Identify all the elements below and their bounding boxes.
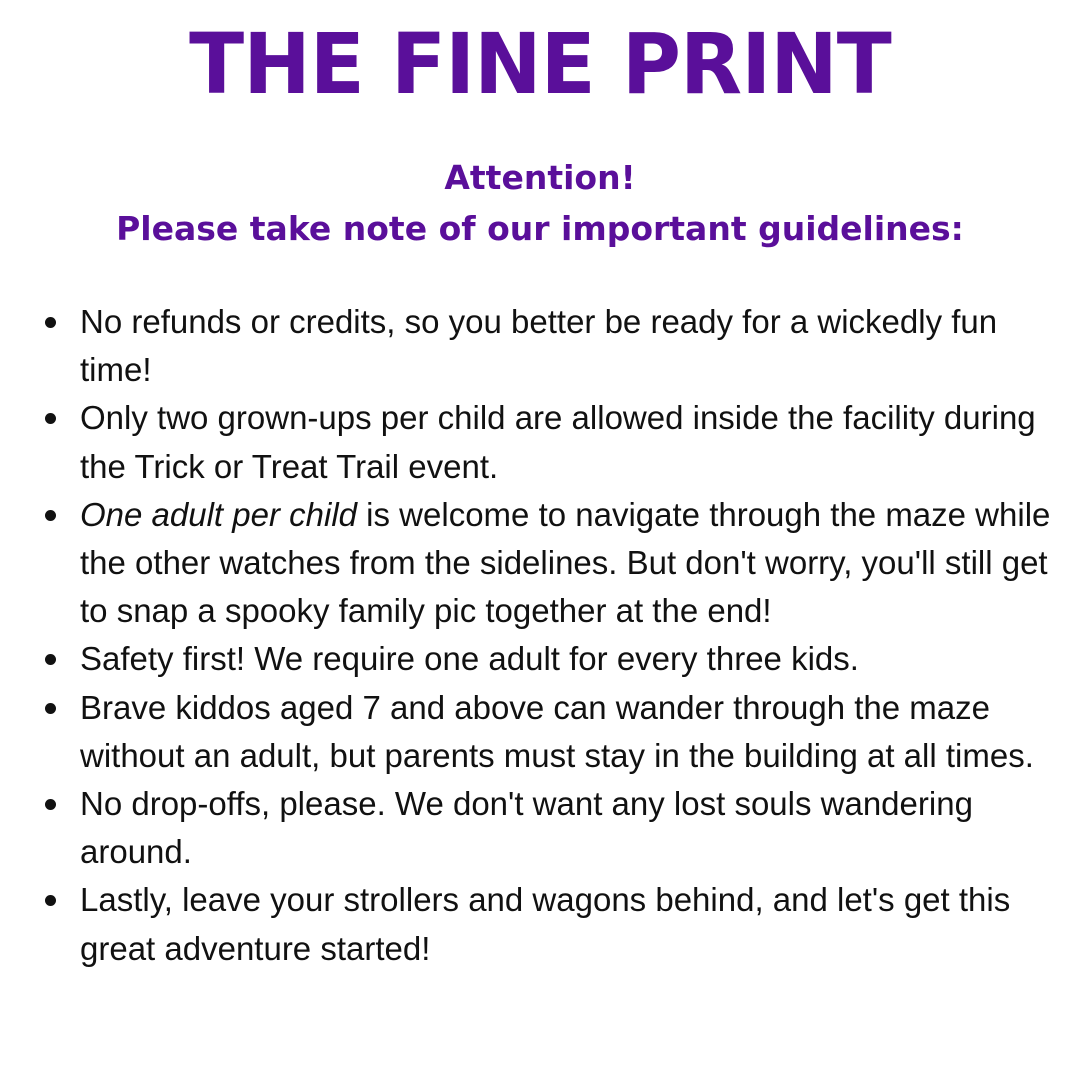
rule-text: is welcome to navigate through the maze while the other watches from the sidelines. But don't worry, you'll still get to snap a spooky family pic together at the end! [80, 495, 1051, 630]
list-item [0, 491, 1080, 636]
guidelines-list [0, 298, 1080, 973]
bullet-icon [45, 799, 56, 810]
list-item [0, 684, 1080, 780]
rule-text: Only two grown-ups per child are allowed inside the facility during the Trick or Treat Trail event. [80, 399, 1036, 485]
bullet-icon [45, 413, 56, 424]
rule-text: Brave kiddos aged 7 and above can wander through the maze without an adult, but parents must stay in the building at all times. [80, 688, 1034, 774]
rule-emphasis: One adult per child [80, 495, 358, 533]
attention-notice [0, 152, 1080, 254]
list-item [0, 780, 1080, 876]
bullet-icon [45, 317, 56, 328]
rule-text: No refunds or credits, so you better be ready for a wickedly fun time! [80, 303, 998, 389]
guidelines-intro: Please take note of our important guidelines: [116, 209, 964, 248]
bullet-icon [45, 654, 56, 665]
attention-heading: Attention! [444, 158, 636, 197]
bullet-icon [45, 703, 56, 714]
list-item [0, 394, 1080, 490]
rule-text: Lastly, leave your strollers and wagons behind, and let's get this great adventure started! [80, 881, 1011, 967]
rule-text: No drop-offs, please. We don't want any lost souls wandering around. [80, 785, 973, 871]
list-item [0, 298, 1080, 394]
bullet-icon [45, 895, 56, 906]
rule-text: Safety first! We require one adult for every three kids. [80, 640, 859, 678]
page-title: THE FINE PRINT [189, 15, 891, 113]
list-item [0, 876, 1080, 972]
list-item [0, 635, 1080, 683]
bullet-icon [45, 510, 56, 521]
